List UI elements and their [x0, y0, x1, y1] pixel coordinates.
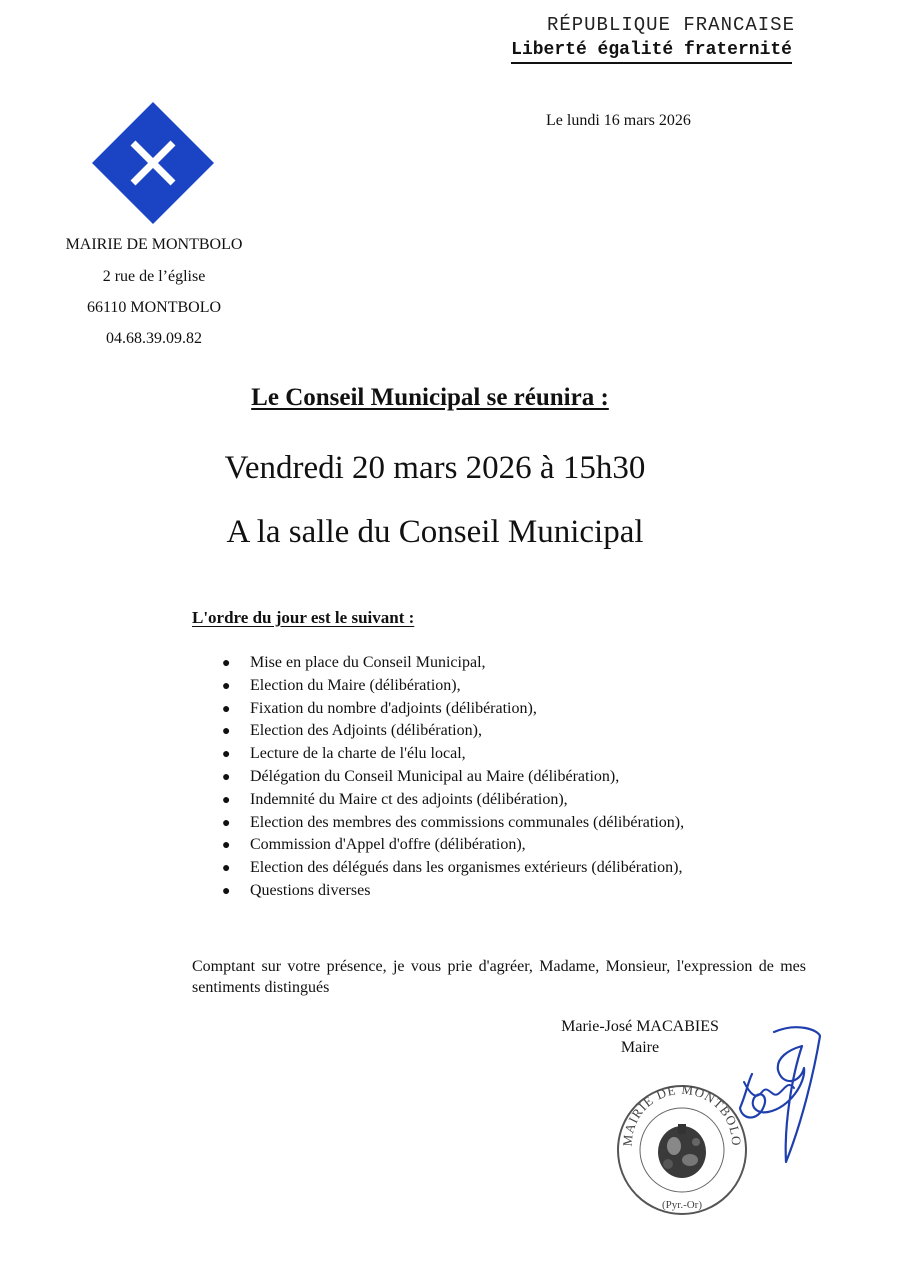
republic-motto: Liberté égalité fraternité: [511, 40, 792, 64]
list-item: [222, 743, 684, 766]
signature-icon: [728, 1012, 838, 1182]
bullet-icon: ●: [222, 678, 231, 694]
bullet-icon: ●: [222, 838, 231, 854]
meeting-announcement: Le Conseil Municipal se réunira :: [251, 384, 609, 411]
list-item: [222, 789, 684, 812]
bullet-icon: ●: [222, 861, 231, 877]
bullet-icon: ●: [222, 656, 231, 671]
list-item: [222, 812, 684, 835]
bullet-icon: ●: [222, 747, 231, 763]
agenda-item-text: Fixation du nombre d'adjoints (délibération),: [250, 699, 537, 717]
agenda-item-text: Délégation du Conseil Municipal au Maire (délibération),: [250, 767, 620, 785]
republic-heading: RÉPUBLIQUE FRANCAISE: [546, 14, 795, 36]
agenda-item-text: Questions diverses: [250, 881, 371, 899]
bullet-icon: ●: [222, 724, 231, 740]
agenda-title: L'ordre du jour est le suivant :: [192, 608, 415, 627]
list-item: [222, 857, 684, 880]
bullet-icon: ●: [222, 769, 231, 785]
mairie-street: 2 rue de l’église: [102, 268, 206, 285]
agenda-item-text: Indemnité du Maire ct des adjoints (délibération),: [250, 790, 568, 808]
list-item: [222, 880, 684, 903]
signer-block: [540, 1016, 740, 1058]
closing-paragraph: Comptant sur votre présence, je vous prie d'agréer, Madame, Monsieur, l'expression de mes sentiments distingués: [192, 958, 806, 996]
bullet-icon: ●: [222, 701, 231, 717]
agenda-item-text: Mise en place du Conseil Municipal,: [250, 654, 486, 671]
agenda-item-text: Election des délégués dans les organismes extérieurs (délibération),: [250, 859, 683, 877]
list-item: [222, 652, 684, 675]
bullet-icon: ●: [222, 815, 231, 831]
list-item: [222, 766, 684, 789]
meeting-location: A la salle du Conseil Municipal: [226, 514, 644, 550]
agenda-item-text: Election des membres des commissions communales (délibération),: [250, 813, 685, 831]
agenda-list: [222, 652, 684, 903]
svg-text:MAIRIE DE MONTBOLO: MAIRIE DE MONTBOLO: [619, 1081, 745, 1147]
letter-date: Le lundi 16 mars 2026: [546, 112, 691, 129]
mairie-logo: [90, 100, 216, 226]
agenda-item-text: Commission d'Appel d'offre (délibération),: [250, 836, 526, 854]
bullet-icon: ●: [222, 883, 231, 899]
mairie-city: 66110 MONTBOLO: [86, 299, 222, 316]
mairie-phone: 04.68.39.09.82: [106, 330, 202, 347]
list-item: [222, 675, 684, 698]
signer-role: Maire: [620, 1039, 660, 1056]
meeting-datetime: Vendredi 20 mars 2026 à 15h30: [224, 450, 646, 486]
signer-name: Marie-José MACABIES: [561, 1018, 719, 1035]
bullet-icon: ●: [222, 792, 231, 808]
svg-text:(Pyr.-Or): (Pyr.-Or): [661, 1199, 703, 1211]
mairie-name: MAIRIE DE MONTBOLO: [65, 236, 243, 253]
agenda-item-text: Lecture de la charte de l'élu local,: [250, 745, 466, 763]
agenda-item-text: Election des Adjoints (délibération),: [250, 722, 482, 740]
list-item: [222, 720, 684, 743]
list-item: [222, 698, 684, 721]
agenda-item-text: Election du Maire (délibération),: [250, 676, 461, 694]
list-item: [222, 834, 684, 857]
